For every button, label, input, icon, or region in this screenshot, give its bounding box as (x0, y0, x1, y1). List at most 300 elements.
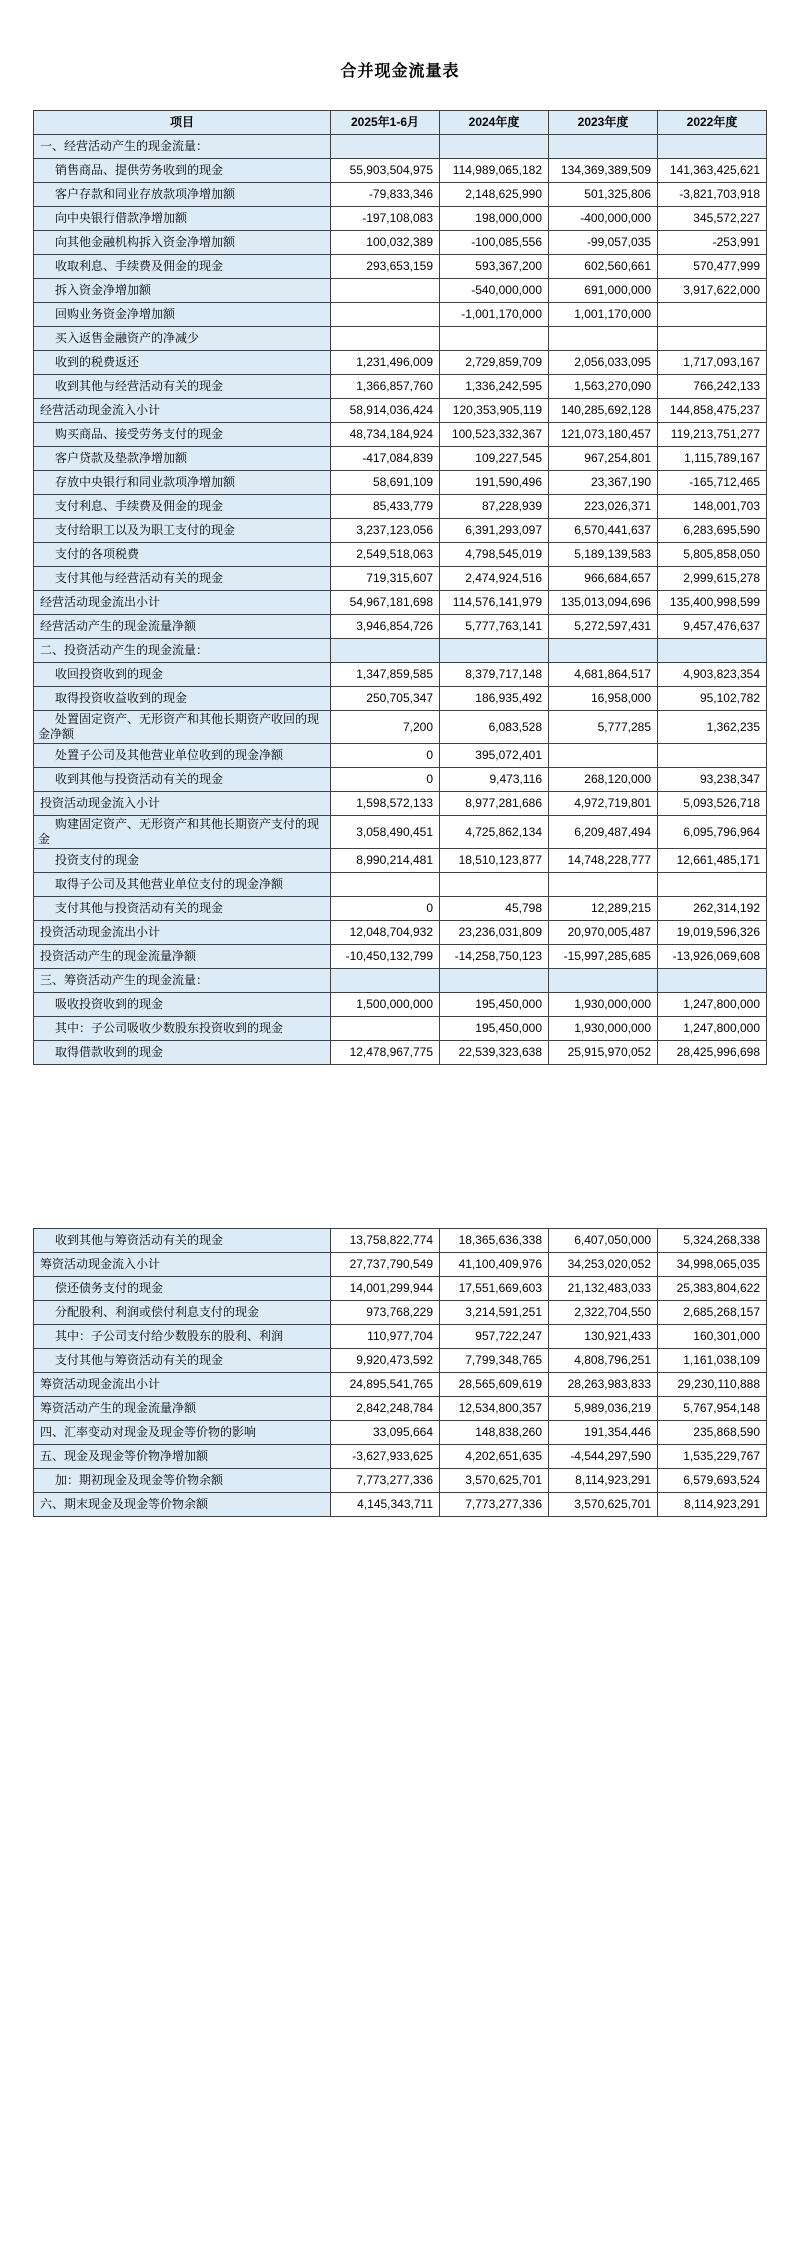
table-row (34, 423, 767, 447)
value-cell: 8,977,281,686 (440, 792, 549, 816)
row-label: 分配股利、利润或偿付利息支付的现金 (34, 1301, 331, 1325)
value-cell: 3,237,123,056 (331, 519, 440, 543)
value-cell: 195,450,000 (440, 1017, 549, 1041)
value-cell: -79,833,346 (331, 183, 440, 207)
value-cell: 4,798,545,019 (440, 543, 549, 567)
value-cell (440, 135, 549, 159)
value-cell: 22,539,323,638 (440, 1041, 549, 1065)
value-cell: 160,301,000 (658, 1325, 767, 1349)
value-cell: 6,083,528 (440, 711, 549, 744)
row-label: 支付利息、手续费及佣金的现金 (34, 495, 331, 519)
table-row (34, 1469, 767, 1493)
table-row (34, 1229, 767, 1253)
value-cell: 6,095,796,964 (658, 816, 767, 849)
value-cell: 14,001,299,944 (331, 1277, 440, 1301)
row-label: 二、投资活动产生的现金流量： (34, 639, 331, 663)
value-cell: 100,523,332,367 (440, 423, 549, 447)
value-cell: 1,930,000,000 (549, 1017, 658, 1041)
value-cell: 28,263,983,833 (549, 1373, 658, 1397)
value-cell: 58,914,036,424 (331, 399, 440, 423)
value-cell: 766,242,133 (658, 375, 767, 399)
value-cell: 114,576,141,979 (440, 591, 549, 615)
value-cell: 1,336,242,595 (440, 375, 549, 399)
row-label: 收到其他与筹资活动有关的现金 (34, 1229, 331, 1253)
value-cell: 4,972,719,801 (549, 792, 658, 816)
value-cell: -253,991 (658, 231, 767, 255)
value-cell: 144,858,475,237 (658, 399, 767, 423)
row-label: 筹资活动产生的现金流量净额 (34, 1397, 331, 1421)
value-cell: 21,132,483,033 (549, 1277, 658, 1301)
value-cell: -417,084,839 (331, 447, 440, 471)
value-cell (658, 969, 767, 993)
value-cell: 8,379,717,148 (440, 663, 549, 687)
row-label: 吸收投资收到的现金 (34, 993, 331, 1017)
value-cell: -1,001,170,000 (440, 303, 549, 327)
table-row (34, 1397, 767, 1421)
value-cell: 120,353,905,119 (440, 399, 549, 423)
value-cell: 3,946,854,726 (331, 615, 440, 639)
value-cell: 1,347,859,585 (331, 663, 440, 687)
value-cell: 5,805,858,050 (658, 543, 767, 567)
value-cell: 130,921,433 (549, 1325, 658, 1349)
table-row (34, 255, 767, 279)
row-label: 收到其他与经营活动有关的现金 (34, 375, 331, 399)
value-cell: 1,231,496,009 (331, 351, 440, 375)
value-cell: 223,026,371 (549, 495, 658, 519)
value-cell: 121,073,180,457 (549, 423, 658, 447)
row-label: 收回投资收到的现金 (34, 663, 331, 687)
value-cell: 9,473,116 (440, 768, 549, 792)
value-cell: 28,425,996,698 (658, 1041, 767, 1065)
value-cell: 29,230,110,888 (658, 1373, 767, 1397)
table-row (34, 897, 767, 921)
value-cell: 135,013,094,696 (549, 591, 658, 615)
row-label: 其中：子公司支付给少数股东的股利、利润 (34, 1325, 331, 1349)
value-cell: 16,958,000 (549, 687, 658, 711)
value-cell: 14,748,228,777 (549, 849, 658, 873)
row-label: 购买商品、接受劳务支付的现金 (34, 423, 331, 447)
value-cell: 4,725,862,134 (440, 816, 549, 849)
table-row (34, 993, 767, 1017)
value-cell: 8,990,214,481 (331, 849, 440, 873)
value-cell: 33,095,664 (331, 1421, 440, 1445)
value-cell: -10,450,132,799 (331, 945, 440, 969)
value-cell: 4,681,864,517 (549, 663, 658, 687)
row-label: 偿还债务支付的现金 (34, 1277, 331, 1301)
value-cell: 3,570,625,701 (440, 1469, 549, 1493)
value-cell (440, 873, 549, 897)
table-row (34, 1445, 767, 1469)
column-header-item: 项目 (34, 111, 331, 135)
value-cell: 5,272,597,431 (549, 615, 658, 639)
row-label: 取得借款收到的现金 (34, 1041, 331, 1065)
table-row (34, 471, 767, 495)
row-label: 支付其他与筹资活动有关的现金 (34, 1349, 331, 1373)
table-row (34, 1041, 767, 1065)
value-cell: 1,161,038,109 (658, 1349, 767, 1373)
table-row (34, 399, 767, 423)
row-label: 其中：子公司吸收少数股东投资收到的现金 (34, 1017, 331, 1041)
value-cell: 55,903,504,975 (331, 159, 440, 183)
value-cell (331, 969, 440, 993)
value-cell: 602,560,661 (549, 255, 658, 279)
value-cell: 191,354,446 (549, 1421, 658, 1445)
value-cell: 198,000,000 (440, 207, 549, 231)
row-label: 处置固定资产、无形资产和其他长期资产收回的现金净额 (34, 711, 331, 744)
table-row (34, 945, 767, 969)
value-cell: 2,685,268,157 (658, 1301, 767, 1325)
row-label: 拆入资金净增加额 (34, 279, 331, 303)
value-cell: 45,798 (440, 897, 549, 921)
value-cell: 1,930,000,000 (549, 993, 658, 1017)
table-row (34, 351, 767, 375)
value-cell: 6,283,695,590 (658, 519, 767, 543)
value-cell: 691,000,000 (549, 279, 658, 303)
value-cell: 6,209,487,494 (549, 816, 658, 849)
value-cell: 2,322,704,550 (549, 1301, 658, 1325)
table-row (34, 639, 767, 663)
column-header-2023: 2023年度 (549, 111, 658, 135)
value-cell: 9,457,476,637 (658, 615, 767, 639)
table-row (34, 495, 767, 519)
value-cell: 1,115,789,167 (658, 447, 767, 471)
row-label: 筹资活动现金流入小计 (34, 1253, 331, 1277)
value-cell: 110,977,704 (331, 1325, 440, 1349)
table-row (34, 1421, 767, 1445)
value-cell: 7,200 (331, 711, 440, 744)
row-label: 取得投资收益收到的现金 (34, 687, 331, 711)
row-label: 五、现金及现金等价物净增加额 (34, 1445, 331, 1469)
value-cell: 268,120,000 (549, 768, 658, 792)
row-label: 客户存款和同业存放款项净增加额 (34, 183, 331, 207)
row-label: 四、汇率变动对现金及现金等价物的影响 (34, 1421, 331, 1445)
value-cell (331, 135, 440, 159)
table-row (34, 615, 767, 639)
value-cell: 4,903,823,354 (658, 663, 767, 687)
value-cell: 501,325,806 (549, 183, 658, 207)
value-cell (440, 969, 549, 993)
value-cell: 23,367,190 (549, 471, 658, 495)
table-row (34, 567, 767, 591)
value-cell: 148,001,703 (658, 495, 767, 519)
table-row (34, 1493, 767, 1517)
row-label: 向中央银行借款净增加额 (34, 207, 331, 231)
value-cell: 3,058,490,451 (331, 816, 440, 849)
value-cell: 2,474,924,516 (440, 567, 549, 591)
value-cell: 3,917,622,000 (658, 279, 767, 303)
table-row (34, 873, 767, 897)
row-label: 回购业务资金净增加额 (34, 303, 331, 327)
value-cell: 0 (331, 768, 440, 792)
value-cell: 141,363,425,621 (658, 159, 767, 183)
table-row (34, 711, 767, 744)
row-label: 处置子公司及其他营业单位收到的现金净额 (34, 744, 331, 768)
row-label: 投资活动产生的现金流量净额 (34, 945, 331, 969)
row-label: 取得子公司及其他营业单位支付的现金净额 (34, 873, 331, 897)
value-cell: 41,100,409,976 (440, 1253, 549, 1277)
value-cell: 27,737,790,549 (331, 1253, 440, 1277)
value-cell (331, 279, 440, 303)
value-cell: 148,838,260 (440, 1421, 549, 1445)
value-cell: 119,213,751,277 (658, 423, 767, 447)
row-label: 六、期末现金及现金等价物余额 (34, 1493, 331, 1517)
value-cell: 93,238,347 (658, 768, 767, 792)
value-cell: 19,019,596,326 (658, 921, 767, 945)
value-cell: 5,324,268,338 (658, 1229, 767, 1253)
value-cell: 8,114,923,291 (658, 1493, 767, 1517)
table-row (34, 303, 767, 327)
value-cell: 6,407,050,000 (549, 1229, 658, 1253)
value-cell (440, 327, 549, 351)
value-cell (549, 135, 658, 159)
value-cell: 395,072,401 (440, 744, 549, 768)
table-row (34, 447, 767, 471)
value-cell: 6,391,293,097 (440, 519, 549, 543)
value-cell: 95,102,782 (658, 687, 767, 711)
value-cell: 3,214,591,251 (440, 1301, 549, 1325)
value-cell: 1,001,170,000 (549, 303, 658, 327)
table-row (34, 591, 767, 615)
value-cell: 5,777,763,141 (440, 615, 549, 639)
value-cell: -400,000,000 (549, 207, 658, 231)
table-row (34, 816, 767, 849)
value-cell: 1,247,800,000 (658, 1017, 767, 1041)
value-cell (658, 303, 767, 327)
value-cell: 48,734,184,924 (331, 423, 440, 447)
value-cell: -100,085,556 (440, 231, 549, 255)
row-label: 客户贷款及垫款净增加额 (34, 447, 331, 471)
value-cell: 20,970,005,487 (549, 921, 658, 945)
value-cell: 18,365,636,338 (440, 1229, 549, 1253)
value-cell: -99,057,035 (549, 231, 658, 255)
table-row (34, 921, 767, 945)
value-cell: 195,450,000 (440, 993, 549, 1017)
value-cell: -13,926,069,608 (658, 945, 767, 969)
row-label: 购建固定资产、无形资产和其他长期资产支付的现金 (34, 816, 331, 849)
column-header-2022: 2022年度 (658, 111, 767, 135)
value-cell (549, 744, 658, 768)
value-cell: 3,570,625,701 (549, 1493, 658, 1517)
value-cell: 87,228,939 (440, 495, 549, 519)
value-cell: -165,712,465 (658, 471, 767, 495)
value-cell: -15,997,285,685 (549, 945, 658, 969)
value-cell: 570,477,999 (658, 255, 767, 279)
value-cell: 1,366,857,760 (331, 375, 440, 399)
value-cell: 85,433,779 (331, 495, 440, 519)
page-title: 合并现金流量表 (340, 63, 460, 80)
value-cell: 140,285,692,128 (549, 399, 658, 423)
value-cell: 8,114,923,291 (549, 1469, 658, 1493)
table-row (34, 1325, 767, 1349)
value-cell: 12,534,800,357 (440, 1397, 549, 1421)
value-cell: 12,661,485,171 (658, 849, 767, 873)
value-cell: 100,032,389 (331, 231, 440, 255)
value-cell: 135,400,998,599 (658, 591, 767, 615)
row-label: 支付其他与经营活动有关的现金 (34, 567, 331, 591)
value-cell: 973,768,229 (331, 1301, 440, 1325)
row-label: 投资活动现金流出小计 (34, 921, 331, 945)
row-label: 投资活动现金流入小计 (34, 792, 331, 816)
row-label: 经营活动现金流出小计 (34, 591, 331, 615)
row-label: 经营活动产生的现金流量净额 (34, 615, 331, 639)
value-cell: 1,362,235 (658, 711, 767, 744)
table-row (34, 1277, 767, 1301)
value-cell: 34,998,065,035 (658, 1253, 767, 1277)
value-cell: 4,202,651,635 (440, 1445, 549, 1469)
table-row (34, 327, 767, 351)
table-row (34, 543, 767, 567)
value-cell: 345,572,227 (658, 207, 767, 231)
table-row (34, 1253, 767, 1277)
value-cell: 1,717,093,167 (658, 351, 767, 375)
value-cell: 17,551,669,603 (440, 1277, 549, 1301)
value-cell: 2,056,033,095 (549, 351, 658, 375)
table-row (34, 231, 767, 255)
value-cell: 28,565,609,619 (440, 1373, 549, 1397)
column-header-2024: 2024年度 (440, 111, 549, 135)
value-cell: 4,145,343,711 (331, 1493, 440, 1517)
row-label: 向其他金融机构拆入资金净增加额 (34, 231, 331, 255)
value-cell: 109,227,545 (440, 447, 549, 471)
column-header-2025h1: 2025年1-6月 (331, 111, 440, 135)
row-label: 筹资活动现金流出小计 (34, 1373, 331, 1397)
table-row (34, 1017, 767, 1041)
value-cell: 4,808,796,251 (549, 1349, 658, 1373)
value-cell: 250,705,347 (331, 687, 440, 711)
value-cell (549, 873, 658, 897)
value-cell: 12,289,215 (549, 897, 658, 921)
value-cell: 18,510,123,877 (440, 849, 549, 873)
value-cell: 719,315,607 (331, 567, 440, 591)
value-cell: 957,722,247 (440, 1325, 549, 1349)
table-row (34, 159, 767, 183)
value-cell: 2,999,615,278 (658, 567, 767, 591)
value-cell: 34,253,020,052 (549, 1253, 658, 1277)
row-label: 收取利息、手续费及佣金的现金 (34, 255, 331, 279)
value-cell (658, 639, 767, 663)
value-cell: 0 (331, 897, 440, 921)
value-cell: 5,777,285 (549, 711, 658, 744)
value-cell: 967,254,801 (549, 447, 658, 471)
row-label: 支付其他与投资活动有关的现金 (34, 897, 331, 921)
table-row (34, 1373, 767, 1397)
row-label: 一、经营活动产生的现金流量： (34, 135, 331, 159)
value-cell: -14,258,750,123 (440, 945, 549, 969)
row-label: 收到的税费返还 (34, 351, 331, 375)
row-label: 投资支付的现金 (34, 849, 331, 873)
value-cell: 235,868,590 (658, 1421, 767, 1445)
row-label: 经营活动现金流入小计 (34, 399, 331, 423)
value-cell (331, 1017, 440, 1041)
row-label: 买入返售金融资产的净减少 (34, 327, 331, 351)
table-row (34, 792, 767, 816)
value-cell: 2,842,248,784 (331, 1397, 440, 1421)
table-row (34, 1301, 767, 1325)
value-cell: 2,549,518,063 (331, 543, 440, 567)
value-cell: -4,544,297,590 (549, 1445, 658, 1469)
table-row (34, 969, 767, 993)
value-cell: 293,653,159 (331, 255, 440, 279)
row-label: 三、筹资活动产生的现金流量： (34, 969, 331, 993)
value-cell (658, 873, 767, 897)
value-cell (331, 303, 440, 327)
value-cell: 5,093,526,718 (658, 792, 767, 816)
cash-flow-table-part1 (33, 110, 767, 1065)
value-cell: 25,383,804,622 (658, 1277, 767, 1301)
value-cell: 966,684,657 (549, 567, 658, 591)
value-cell: -3,821,703,918 (658, 183, 767, 207)
value-cell (440, 639, 549, 663)
table-row (34, 207, 767, 231)
cash-flow-table-part2 (33, 1228, 767, 1517)
table-row (34, 1349, 767, 1373)
value-cell: 1,247,800,000 (658, 993, 767, 1017)
value-cell: 1,598,572,133 (331, 792, 440, 816)
table-row (34, 135, 767, 159)
value-cell (331, 327, 440, 351)
value-cell: 1,500,000,000 (331, 993, 440, 1017)
value-cell: 5,189,139,583 (549, 543, 658, 567)
value-cell: 1,535,229,767 (658, 1445, 767, 1469)
value-cell: -197,108,083 (331, 207, 440, 231)
value-cell: 0 (331, 744, 440, 768)
value-cell (658, 744, 767, 768)
table-row (34, 519, 767, 543)
value-cell (549, 639, 658, 663)
table-row (34, 375, 767, 399)
value-cell: 1,563,270,090 (549, 375, 658, 399)
value-cell (549, 327, 658, 351)
value-cell (331, 639, 440, 663)
value-cell: 12,048,704,932 (331, 921, 440, 945)
table-row (34, 183, 767, 207)
value-cell: 25,915,970,052 (549, 1041, 658, 1065)
value-cell: 134,369,389,509 (549, 159, 658, 183)
value-cell: 262,314,192 (658, 897, 767, 921)
row-label: 支付给职工以及为职工支付的现金 (34, 519, 331, 543)
value-cell: 114,989,065,182 (440, 159, 549, 183)
value-cell (658, 135, 767, 159)
table-row (34, 687, 767, 711)
table-row (34, 849, 767, 873)
value-cell: 6,570,441,637 (549, 519, 658, 543)
value-cell: 23,236,031,809 (440, 921, 549, 945)
value-cell (549, 969, 658, 993)
value-cell (331, 873, 440, 897)
value-cell: 9,920,473,592 (331, 1349, 440, 1373)
value-cell: 5,989,036,219 (549, 1397, 658, 1421)
row-label: 支付的各项税费 (34, 543, 331, 567)
row-label: 存放中央银行和同业款项净增加额 (34, 471, 331, 495)
value-cell: -3,627,933,625 (331, 1445, 440, 1469)
table-row (34, 744, 767, 768)
table-row (34, 279, 767, 303)
row-label: 销售商品、提供劳务收到的现金 (34, 159, 331, 183)
table-row (34, 663, 767, 687)
value-cell: 7,773,277,336 (331, 1469, 440, 1493)
value-cell: 24,895,541,765 (331, 1373, 440, 1397)
value-cell: 7,799,348,765 (440, 1349, 549, 1373)
value-cell: -540,000,000 (440, 279, 549, 303)
value-cell: 2,729,859,709 (440, 351, 549, 375)
table-row (34, 768, 767, 792)
value-cell: 13,758,822,774 (331, 1229, 440, 1253)
value-cell (658, 327, 767, 351)
value-cell: 58,691,109 (331, 471, 440, 495)
value-cell: 6,579,693,524 (658, 1469, 767, 1493)
value-cell: 191,590,496 (440, 471, 549, 495)
value-cell: 593,367,200 (440, 255, 549, 279)
